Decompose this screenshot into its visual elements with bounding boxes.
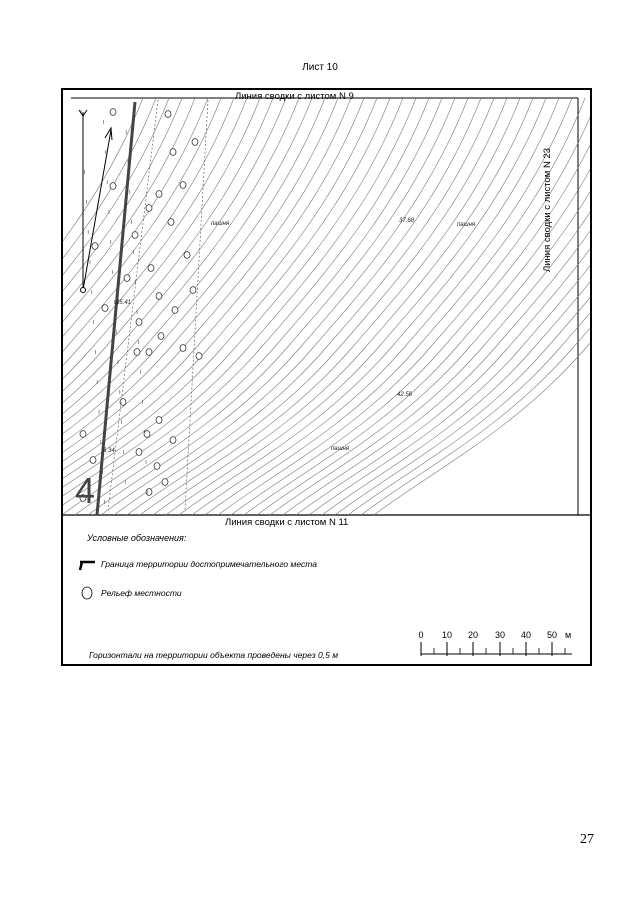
contour-line (75, 98, 455, 515)
contour-line (231, 98, 590, 515)
relief-circle (156, 191, 162, 198)
contour-line (63, 98, 312, 515)
relief-circle (102, 305, 108, 312)
relief-circle (162, 479, 168, 486)
scale-unit: м (565, 630, 572, 640)
relief-circle (180, 182, 186, 189)
contour-line (166, 98, 546, 515)
contour-line (348, 98, 590, 515)
edge-label-bottom: Линия сводки с листом N 11 (225, 517, 349, 528)
relief-circle (165, 111, 171, 118)
scale-tick-label: 20 (467, 630, 479, 640)
relief-circle (90, 457, 96, 464)
relief-circle (190, 287, 196, 294)
relief-circle (144, 431, 150, 438)
contour-line (153, 98, 533, 515)
elevation-mark: 35.41 (116, 300, 132, 306)
direction-arrow (83, 130, 111, 290)
contour-line (257, 98, 590, 515)
scale-tick-label: 30 (494, 630, 506, 640)
contour-line (179, 98, 559, 515)
relief-circle (124, 275, 130, 282)
relief-circle (180, 345, 186, 352)
contour-line (140, 98, 520, 515)
legend-label: Граница территории достопримечательного места (101, 559, 317, 569)
contour-line (205, 98, 585, 515)
relief-circle (136, 319, 142, 326)
scale-tick-label: 40 (520, 630, 532, 640)
contour-line (374, 98, 590, 515)
legend-label: Рельеф местности (101, 588, 182, 598)
elevation-mark: 37.68 (399, 218, 415, 224)
relief-circle (172, 307, 178, 314)
relief-circle (148, 265, 154, 272)
contour-line (192, 98, 572, 515)
relief-circle (136, 449, 142, 456)
contour-line (63, 98, 260, 515)
relief-circle (132, 232, 138, 239)
relief-circle (110, 183, 116, 190)
sheet-number-glyph: 4 (75, 470, 96, 511)
contour-line (114, 98, 494, 515)
legend-item-boundary (77, 557, 317, 571)
page-number: 27 (580, 832, 594, 847)
contour-line (218, 98, 590, 515)
relief-circle (170, 437, 176, 444)
scale-tick-label: 50 (546, 630, 558, 640)
dotted-line-2 (185, 100, 208, 510)
contour-line (101, 98, 481, 515)
elevation-mark: 6.34 (103, 448, 115, 454)
contour-line (63, 98, 299, 515)
relief-circle (192, 139, 198, 146)
contour-line (361, 98, 590, 515)
legend-item-relief (77, 586, 182, 600)
field-label: пашня (211, 221, 230, 227)
edge-label-right: Линия сводки с листом N 23 (542, 147, 553, 272)
relief-circle (168, 219, 174, 226)
relief-circle (80, 431, 86, 438)
scale-ruler (415, 642, 575, 660)
relief-circle (184, 252, 190, 259)
relief-circle (154, 463, 160, 470)
contour-line (127, 98, 507, 515)
field-label: пашня (457, 222, 476, 228)
relief-circle (196, 353, 202, 360)
contour-line (63, 98, 247, 515)
edge-label-top: Линия сводки с листом N 9 (235, 91, 354, 102)
arrow-head-icon (105, 128, 112, 140)
contour-line (63, 98, 442, 515)
boundary-line-icon (77, 557, 97, 571)
contour-line (63, 98, 182, 515)
scale-tick-label: 0 (418, 630, 424, 640)
relief-circle (156, 293, 162, 300)
scale-tick-label: 10 (441, 630, 453, 640)
relief-circle-icon (77, 586, 97, 600)
relief-circle (134, 349, 140, 356)
marker-point (81, 288, 86, 293)
field-label: пашня (331, 446, 350, 452)
relief-circle (146, 349, 152, 356)
elevation-mark: 42.56 (397, 392, 413, 398)
legend-title: Условные обозначения: (87, 533, 187, 543)
relief-circle (158, 333, 164, 340)
map-frame (61, 88, 592, 666)
relief-circle (110, 109, 116, 116)
contour-line (88, 98, 468, 515)
relief-circle (146, 205, 152, 212)
topographic-map (63, 90, 590, 664)
sheet-title: Лист 10 (302, 62, 338, 73)
contour-line (63, 98, 273, 515)
relief-circle (146, 489, 152, 496)
contour-line (63, 98, 208, 515)
relief-circle (92, 243, 98, 250)
relief-circle (156, 417, 162, 424)
contour-interval-note: Горизонтали на территории объекта проведены через 0,5 м (89, 650, 339, 660)
relief-circle (170, 149, 176, 156)
